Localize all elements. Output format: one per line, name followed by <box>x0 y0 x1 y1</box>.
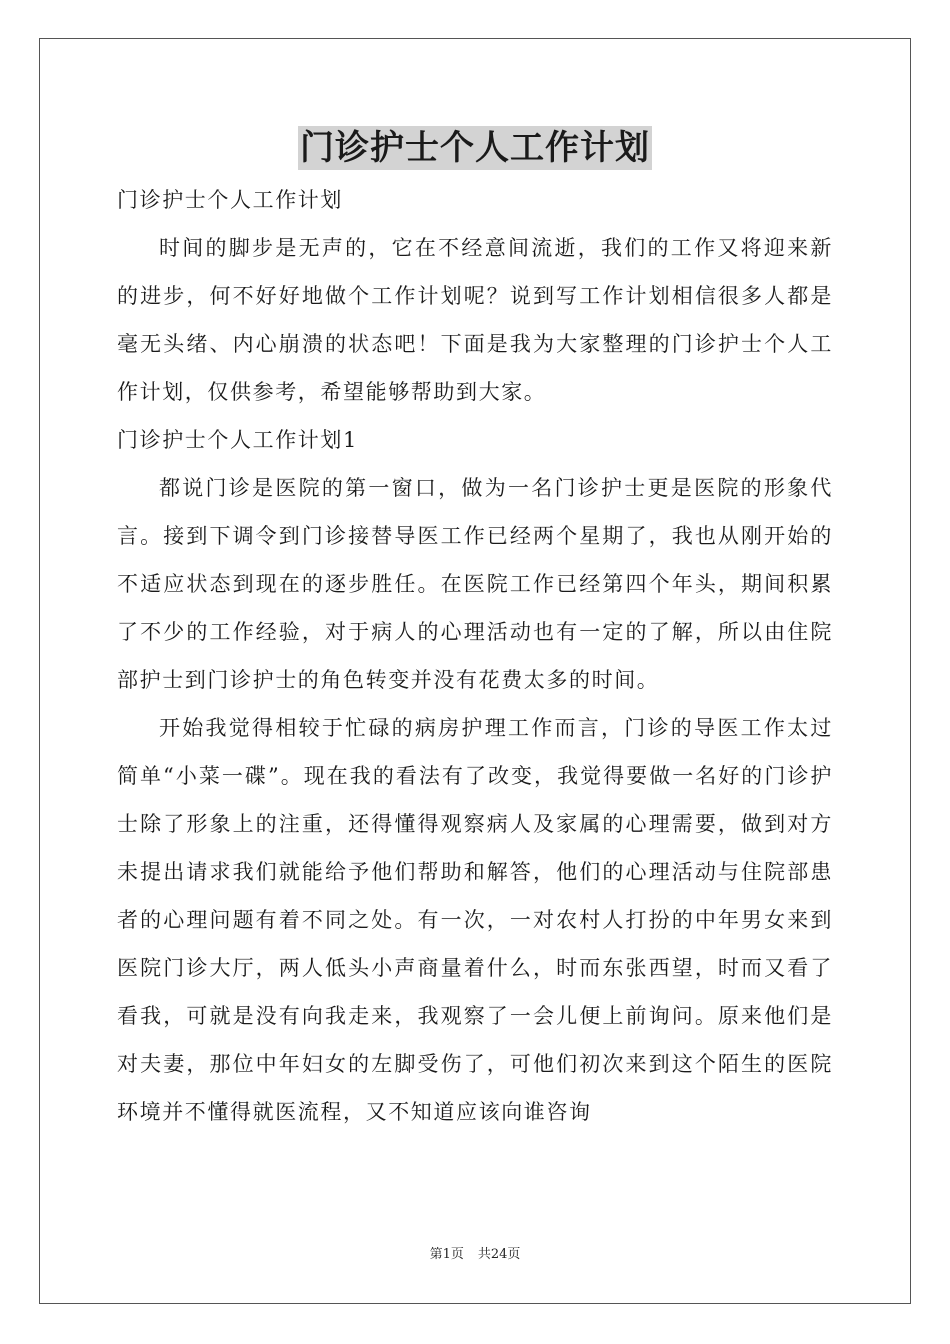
document-title: 门诊护士个人工作计划 <box>300 128 650 168</box>
body-paragraph: 时间的脚步是无声的，它在不经意间流逝，我们的工作又将迎来新的进步，何不好好地做个工作计划呢？说到写工作计划相信很多人都是毫无头绪、内心崩溃的状态吧！下面是我为大家整理的门诊护士个人工作计划，仅供参考，希望能够帮助到大家。 <box>117 236 833 404</box>
body-paragraph: 都说门诊是医院的第一窗口，做为一名门诊护士更是医院的形象代言。接到下调令到门诊接替导医工作已经两个星期了，我也从刚开始的不适应状态到现在的逐步胜任。在医院工作已经第四个年头，期间积累了不少的工作经验，对于病人的心理活动也有一定的了解，所以由住院部护士到门诊护士的角色转变并没有花费太多的时间。 <box>117 476 833 692</box>
page-number: 第1页 <box>429 1247 464 1262</box>
page-total: 共24页 <box>477 1247 521 1262</box>
document-body <box>117 176 833 1136</box>
section-heading: 门诊护士个人工作计划 <box>117 188 343 212</box>
title-wrap <box>0 126 950 170</box>
section-heading: 门诊护士个人工作计划1 <box>117 428 358 452</box>
page-footer <box>0 1246 950 1264</box>
body-paragraph: 开始我觉得相较于忙碌的病房护理工作而言，门诊的导医工作太过简单“小菜一碟”。现在我的看法有了改变，我觉得要做一名好的门诊护士除了形象上的注重，还得懂得观察病人及家属的心理需要，做到对方未提出请求我们就能给予他们帮助和解答，他们的心理活动与住院部患者的心理问题有着不同之处。有一次，一对农村人打扮的中年男女来到医院门诊大厅，两人低头小声商量着什么，时而东张西望，时而又看了看我，可就是没有向我走来，我观察了一会儿便上前询问。原来他们是对夫妻，那位中年妇女的左脚受伤了，可他们初次来到这个陌生的医院环境并不懂得就医流程，又不知道应该向谁咨询 <box>117 716 833 1124</box>
